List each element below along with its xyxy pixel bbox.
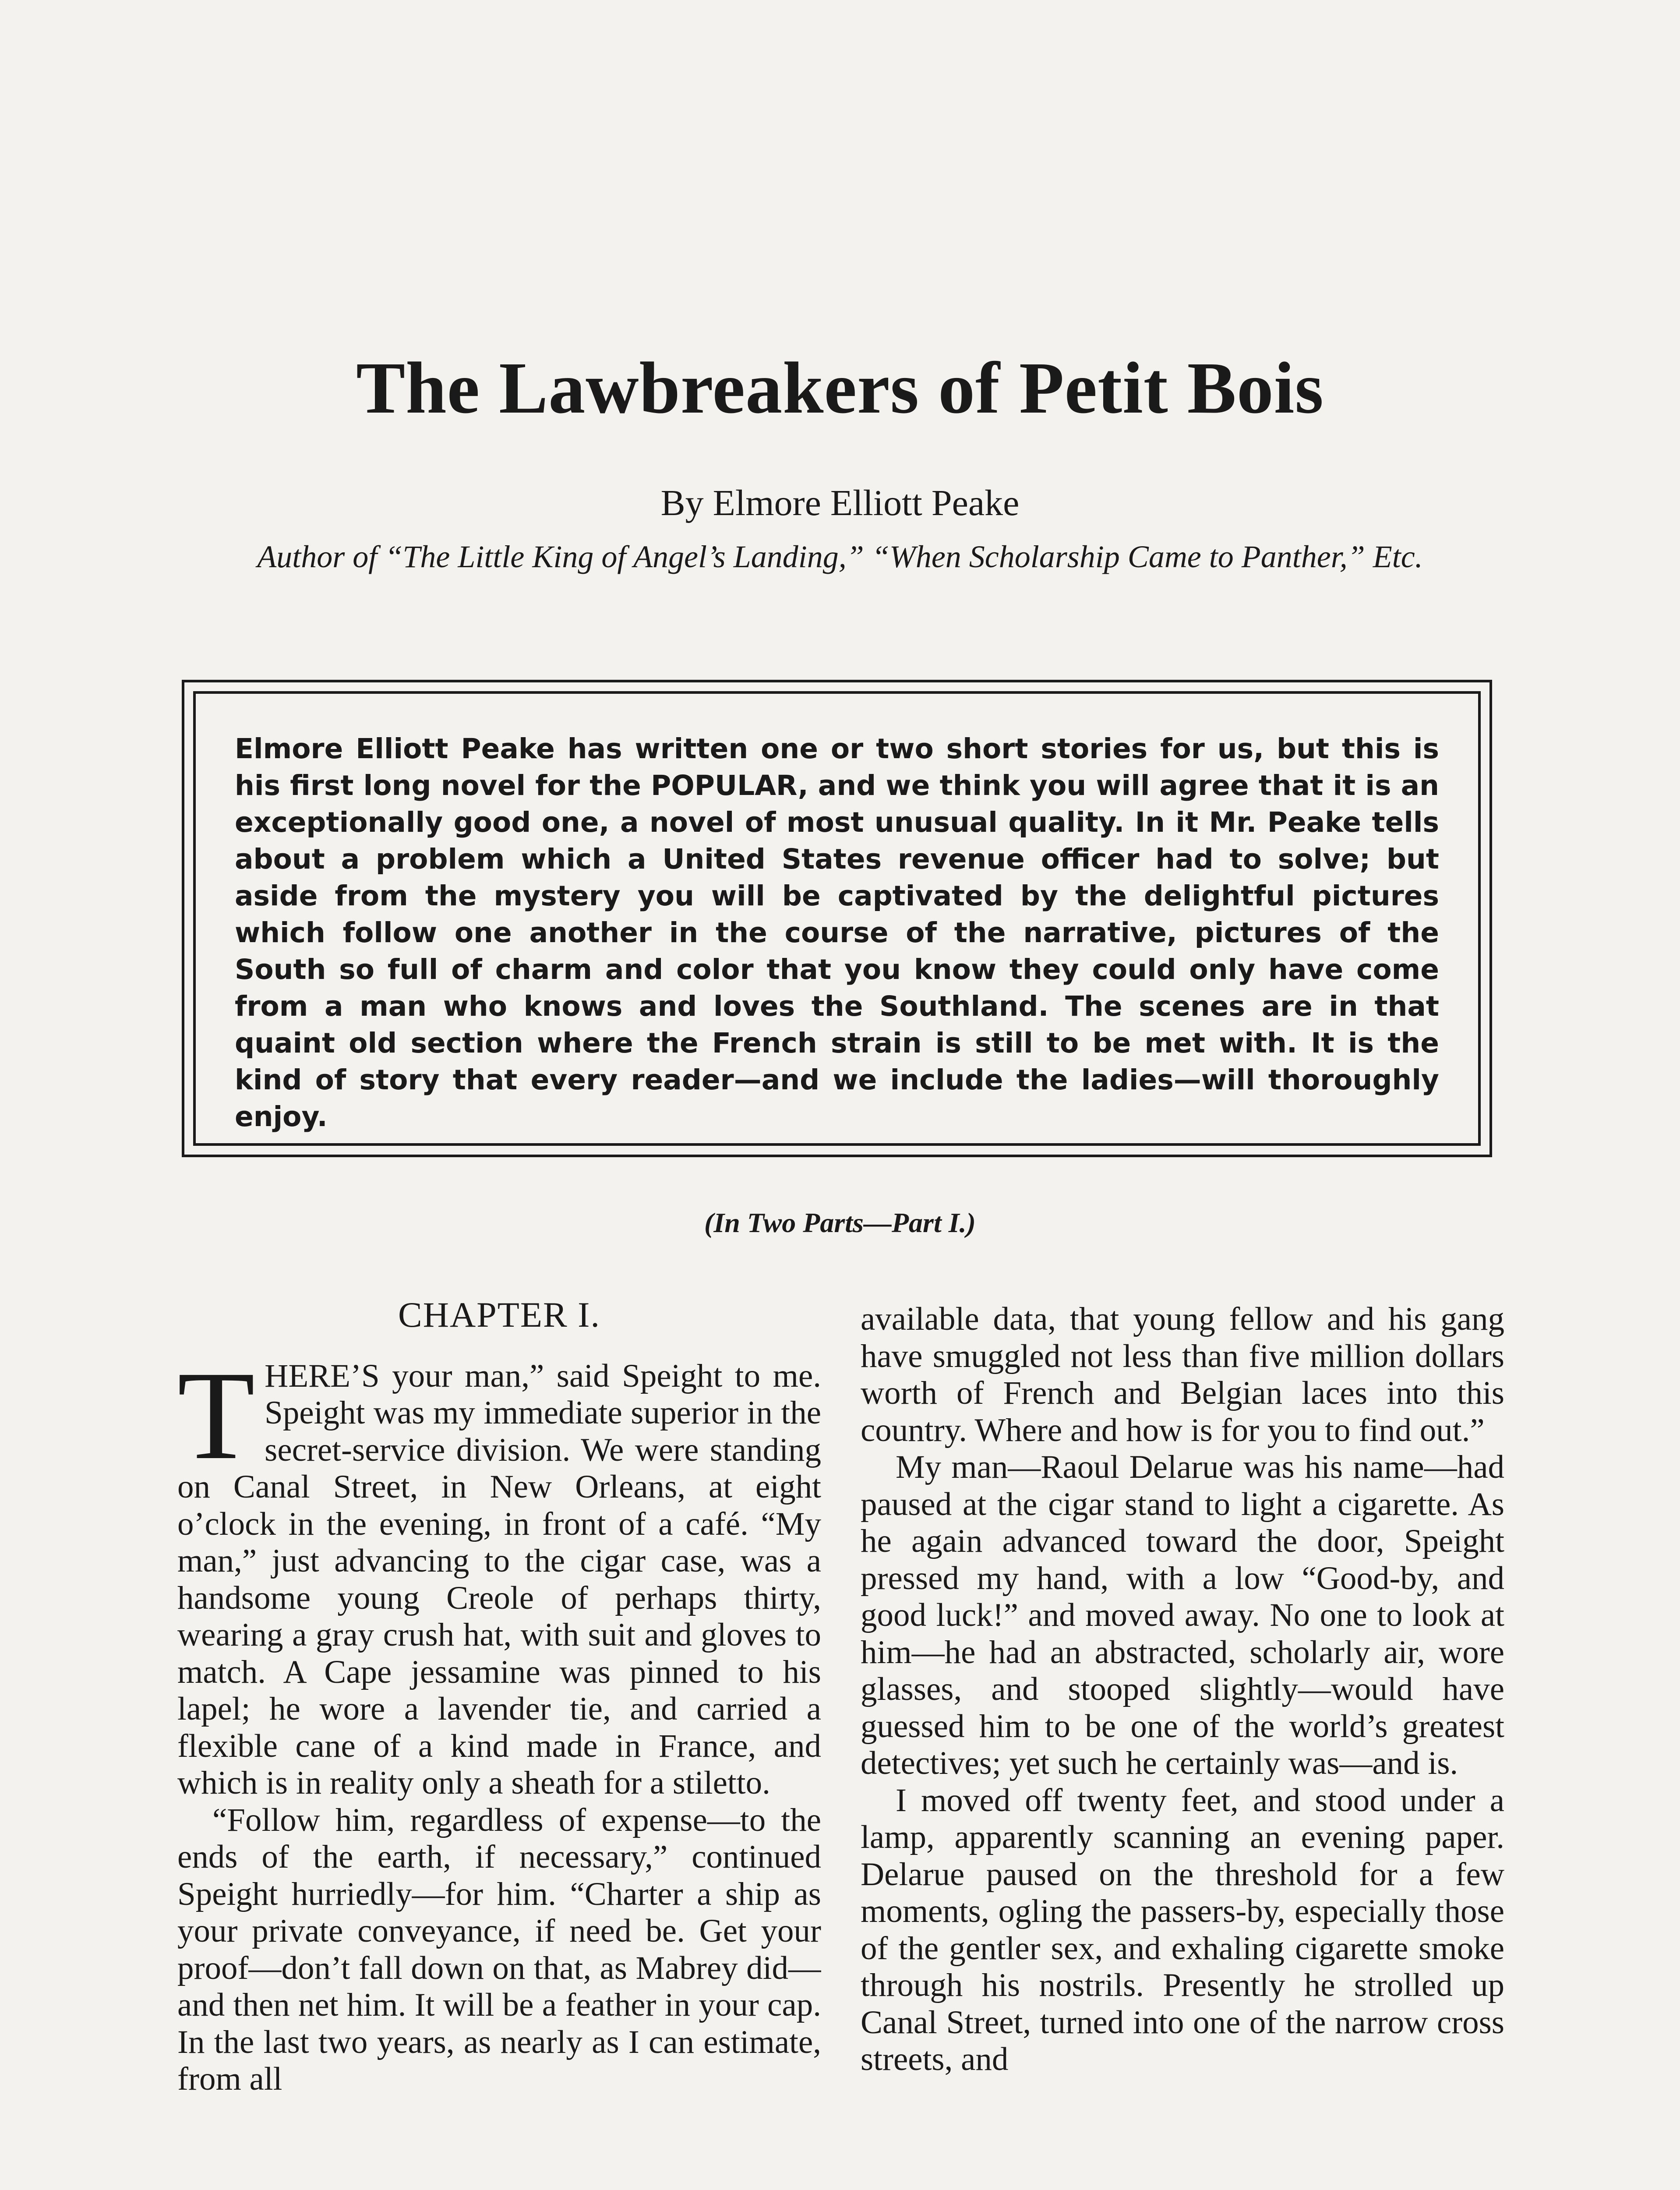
left-column	[177, 1296, 821, 2190]
intro-text: Elmore Elliott Peake has written one or two short stories for us, but this is his first long novel for the POPULAR, and we think you will agree that it is an exceptionally good one, a novel of most unusual quality. In it Mr. Peake tells about a problem which a United States revenue officer had to solve; but aside from the mystery you will be captivated by the delightful pictures which follow one another in the course of the narrative, pictures of the South so full of charm and color that you know they could only have come from a man who knows and loves the Southland. The scenes are in that quaint old section where the French strain is still to be met with. It is the kind of story that every reader—and we include the ladies—will thoroughly enjoy.	[235, 733, 1439, 1133]
intro-box	[182, 680, 1492, 1157]
paragraph: available data, that young fellow and his gang have smuggled not less than five million dollars worth of French and Belgian laces into this country. Where and how is for you to find out.”	[861, 1301, 1504, 1448]
author-credits: Author of “The Little King of Angel’s Landing,” “When Scholarship Came to Panther,” Etc.	[257, 539, 1423, 574]
drop-cap: T	[177, 1345, 255, 1486]
paragraph: HERE’S your man,” said Speight to me. Speight was my immediate superior in the secret-service division. We were standing on Canal Street, in New Orleans, at eight o’clock in the evening, in front of a café. “My man,” just advancing to the cigar case, was a handsome young Creole of perhaps thirty, wearing a gray crush hat, with suit and gloves to match. A Cape jessamine was pinned to his lapel; he wore a lavender tie, and carried a flexible cane of a kind made in France, and which is in reality only a sheath for a stiletto.	[177, 1357, 821, 1801]
byline: By Elmore Elliott Peake	[660, 483, 1020, 523]
story-title: The Lawbreakers of Petit Bois	[356, 347, 1324, 429]
right-column	[861, 1301, 1504, 2190]
parts-note: (In Two Parts—Part I.)	[704, 1207, 976, 1238]
paragraph: My man—Raoul Delarue was his name—had paused at the cigar stand to light a cigarette. As he again advanced toward the door, Speight pressed my hand, with a low “Good-by, and good luck!” and moved away. No one to look at him—he had an abstracted, scholarly air, wore glasses, and stooped slightly—would have guessed him to be one of the world’s greatest detectives; yet such he certainly was—and is.	[861, 1449, 1504, 1781]
paragraph: “Follow him, regardless of expense—to the ends of the earth, if necessary,” continued Speight hurriedly—for him. “Charter a ship as your private conveyance, if need be. Get your proof—don’t fall down on that, as Mabrey did—and then net him. It will be a feather in your cap. In the last two years, as nearly as I can estimate, from all	[177, 1801, 821, 2097]
paragraph: I moved off twenty feet, and stood under a lamp, apparently scanning an evening paper. Delarue paused on the threshold for a few moments, ogling the passers-by, especially those of the gentler sex, and exhaling cigarette smoke through his nostrils. Presently he strolled up Canal Street, turned into one of the narrow cross streets, and	[861, 1782, 1504, 2077]
chapter-heading: CHAPTER I.	[398, 1296, 600, 1335]
